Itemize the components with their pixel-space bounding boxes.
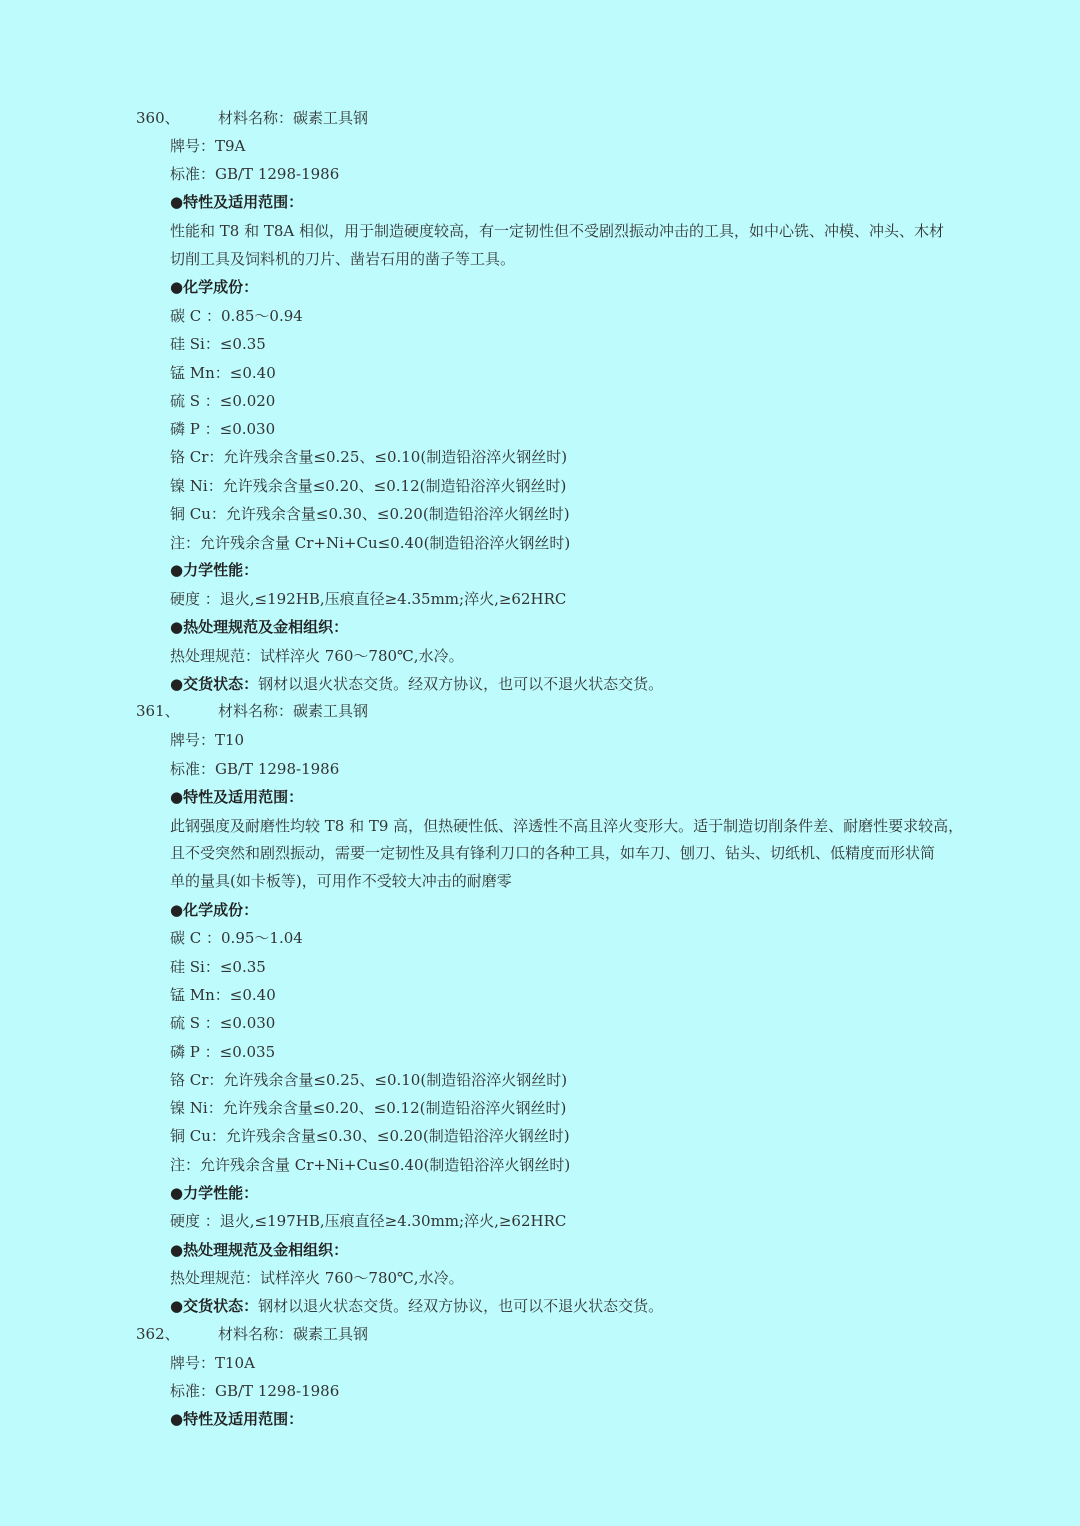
chem-copper: 铜 Cu：允许残余含量≤0.30、≤0.20(制造铅浴淬火钢丝时) [170,505,570,523]
grade: 牌号：T9A [170,137,246,155]
chem-carbon: 碳 C ：0.95～1.04 [170,929,303,947]
entry-header [136,701,1020,721]
material-name: 材料名称：碳素工具钢 [218,109,369,127]
delivery-heading: ●交货状态： [170,675,259,693]
entry-number: 361、 [136,702,180,720]
scope-line: 性能和 T8 和 T8A 相似，用于制造硬度较高，有一定韧性但不受剧烈振动冲击的工具，如中心铣、冲模、冲头、木材 [170,222,945,240]
standard: 标准：GB/T 1298-1986 [170,1382,340,1400]
material-name: 材料名称：碳素工具钢 [218,1325,369,1343]
hardness: 硬度 ：退火,≤197HB,压痕直径≥4.30mm;淬火,≥62HRC [170,1212,567,1230]
chem-heading: ●化学成份： [170,901,259,919]
chem-silicon: 硅 Si：≤0.35 [170,335,266,353]
chem-heading: ●化学成份： [170,278,259,296]
material-name: 材料名称：碳素工具钢 [218,702,369,720]
chem-carbon: 碳 C ：0.85～0.94 [170,307,303,325]
delivery-line [170,1296,1020,1316]
entry-header [136,108,1020,128]
mech-heading: ●力学性能： [170,561,259,579]
chem-manganese: 锰 Mn：≤0.40 [170,986,276,1004]
hardness: 硬度 ：退火,≤192HB,压痕直径≥4.35mm;淬火,≥62HRC [170,590,567,608]
delivery-line [170,674,1020,694]
standard: 标准：GB/T 1298-1986 [170,165,340,183]
delivery-text: 钢材以退火状态交货。经双方协议，也可以不退火状态交货。 [258,675,664,693]
chem-nickel: 镍 Ni：允许残余含量≤0.20、≤0.12(制造铅浴淬火钢丝时) [170,477,567,495]
entry-header [136,1324,1020,1344]
scope-line: 且不受突然和剧烈振动，需要一定韧性及具有锋利刀口的各种工具，如车刀、刨刀、钻头、切纸机、低精度而形状简 [170,844,936,862]
chem-nickel: 镍 Ni：允许残余含量≤0.20、≤0.12(制造铅浴淬火钢丝时) [170,1099,567,1117]
scope-heading: ●特性及适用范围： [170,1410,304,1428]
chem-chromium: 铬 Cr：允许残余含量≤0.25、≤0.10(制造铅浴淬火钢丝时) [170,448,568,466]
heat-heading: ●热处理规范及金相组织： [170,1241,349,1259]
grade: 牌号：T10 [170,731,245,749]
chem-note: 注：允许残余含量 Cr+Ni+Cu≤0.40(制造铅浴淬火钢丝时) [170,534,571,552]
standard: 标准：GB/T 1298-1986 [170,760,340,778]
chem-phosphorus: 磷 P ：≤0.035 [170,1043,276,1061]
heat-heading: ●热处理规范及金相组织： [170,618,349,636]
chem-copper: 铜 Cu：允许残余含量≤0.30、≤0.20(制造铅浴淬火钢丝时) [170,1127,570,1145]
chem-note: 注：允许残余含量 Cr+Ni+Cu≤0.40(制造铅浴淬火钢丝时) [170,1156,571,1174]
mech-heading: ●力学性能： [170,1184,259,1202]
entry-number: 360、 [136,109,180,127]
scope-line: 此钢强度及耐磨性均较 T8 和 T9 高，但热硬性低、淬透性不高且淬火变形大。适于制造切削条件差、耐磨性要求较高， [170,817,964,835]
scope-heading: ●特性及适用范围： [170,788,304,806]
chem-silicon: 硅 Si：≤0.35 [170,958,266,976]
chem-manganese: 锰 Mn：≤0.40 [170,364,276,382]
chem-sulfur: 硫 S ：≤0.020 [170,392,276,410]
scope-line: 切削工具及饲料机的刀片、凿岩石用的凿子等工具。 [170,250,516,268]
scope-line: 单的量具(如卡板等)，可用作不受较大冲击的耐磨零 [170,872,512,890]
grade: 牌号：T10A [170,1354,255,1372]
entry-number: 362、 [136,1325,180,1343]
delivery-heading: ●交货状态： [170,1297,259,1315]
heat-treatment: 热处理规范：试样淬火 760～780℃,水冷。 [170,1269,464,1287]
chem-sulfur: 硫 S ：≤0.030 [170,1014,276,1032]
chem-phosphorus: 磷 P ：≤0.030 [170,420,276,438]
chem-chromium: 铬 Cr：允许残余含量≤0.25、≤0.10(制造铅浴淬火钢丝时) [170,1071,568,1089]
heat-treatment: 热处理规范：试样淬火 760～780℃,水冷。 [170,647,464,665]
scope-heading: ●特性及适用范围： [170,193,304,211]
delivery-text: 钢材以退火状态交货。经双方协议，也可以不退火状态交货。 [258,1297,664,1315]
